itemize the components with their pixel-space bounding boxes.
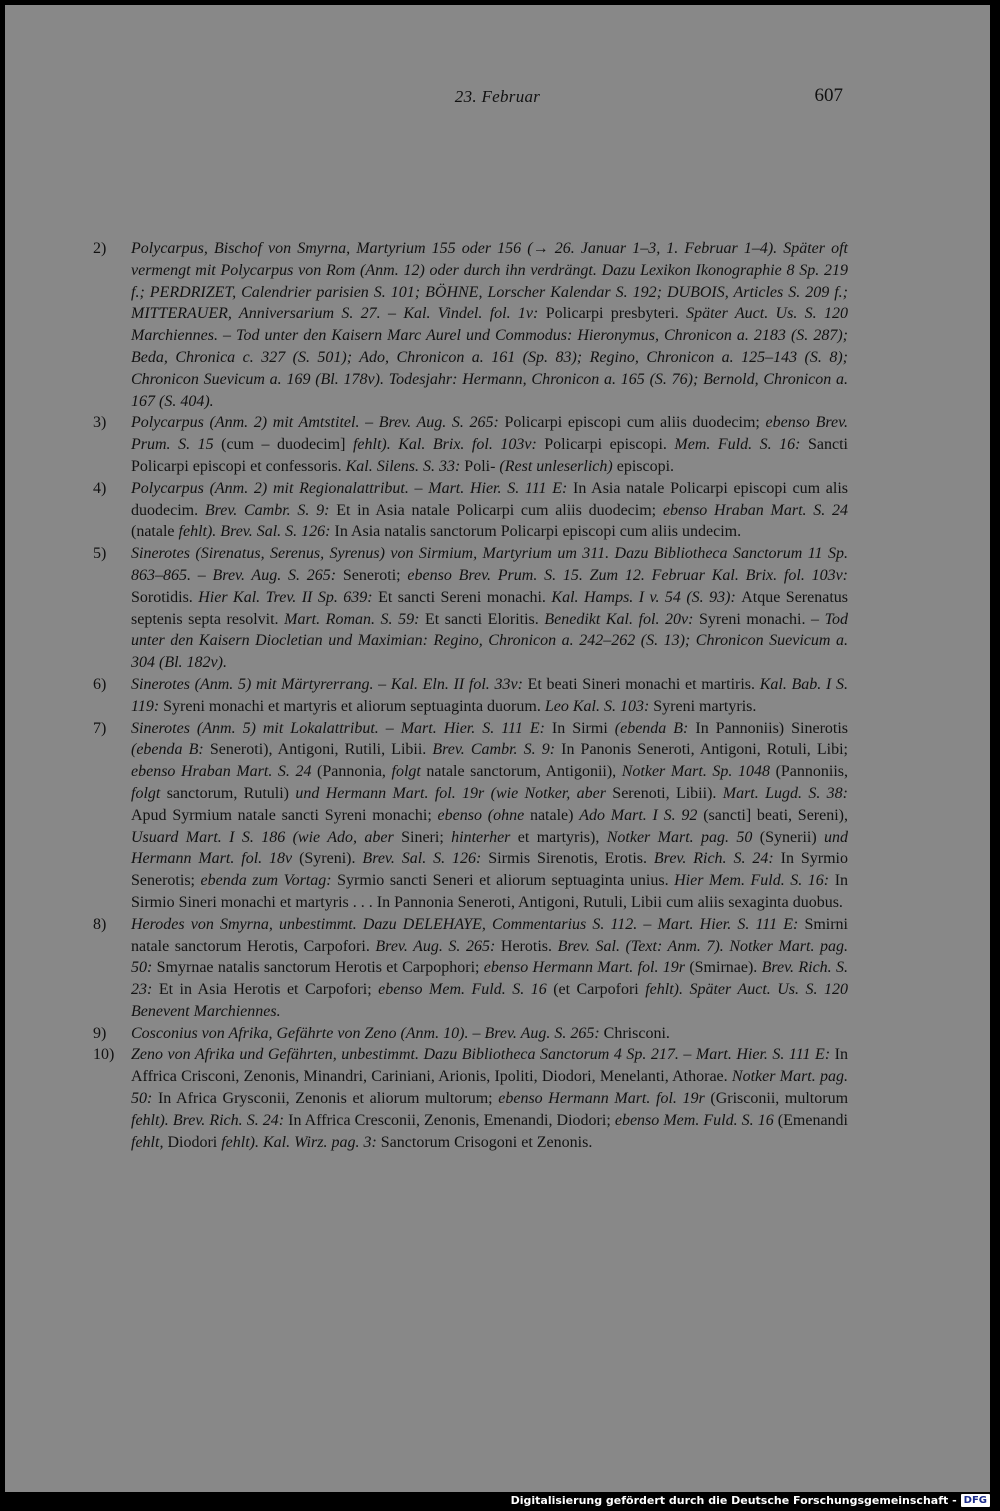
footnote-quote-segment: (et Carpofori [553, 981, 646, 999]
footnote-citation-segment: ebenso Hraban Mart. S. 24 [131, 763, 318, 781]
footnote-citation-segment: Benedikt Kal. fol. 20v: [544, 610, 700, 628]
footnote-citation-segment: fehlt). Kal. Wirz. pag. 3: [221, 1133, 381, 1151]
footnote-quote-segment: Sineri; [401, 828, 452, 846]
footnote-citation-segment: ebenso Hermann Mart. fol. 19r [498, 1090, 711, 1108]
footnote-quote-segment: Atque Serenatus septenis septa resolvit. [131, 588, 849, 628]
footnote-citation-segment: Ado Mart. I S. 92 [579, 806, 704, 824]
footnote-text [131, 412, 848, 477]
footnote-citation-segment: ebenda zum Vortag: [200, 872, 338, 890]
footnote-quote-segment: et martyris), [517, 828, 607, 846]
footnote-citation-segment: (ebenda B: [131, 741, 210, 759]
footnote-quote-segment: (sancti] beati, Sereni), [703, 806, 848, 824]
footnote-number: 10) [93, 1046, 115, 1064]
footnote-quote-segment: Sancti Policarpi episcopi et confessoris. [131, 436, 848, 475]
footnote-citation-segment: Sinerotes (Anm. 5) mit Märtyrerrang. – Kal. Eln. II fol. 33v: [131, 675, 528, 693]
footnote-quote-segment: Policarpi episcopi cum aliis duodecim; [504, 414, 766, 432]
footnote-quote-segment: Syreni monachi et martyris et aliorum septuaginta duorum. [163, 697, 545, 715]
footnote-citation-segment: Polycarpus (Anm. 2) mit Regionalattribut. – Mart. Hier. S. 111 E: [131, 479, 574, 497]
footnote-citation-segment: folgt [131, 784, 167, 802]
footnote [93, 238, 848, 412]
footnote-citation-segment: – Tod unter den Kaisern Diocletian und Maximian: Regino, Chronicon a. 242–262 (S. 13); Chronicon Suevicum a. 304 (Bl. 182v). [131, 610, 849, 672]
footnote-quote-segment: (cum – duodecim] [221, 436, 353, 454]
footnote-text [131, 718, 848, 914]
footnote-citation-segment: Kal. Silens. S. 33: [345, 457, 465, 475]
footnote-citation-segment: Brev. Cambr. S. 9: [432, 741, 562, 759]
footnote-quote-segment: Et in Asia natale Policarpi cum aliis duodecim; [336, 501, 663, 519]
footnote [93, 718, 848, 914]
footnote-citation-segment: Notker Mart. pag. 50: [131, 1068, 848, 1108]
footnote-text [131, 1044, 848, 1153]
footnote [93, 1044, 848, 1153]
footnote-quote-segment: natale) [529, 806, 580, 824]
footnote-quote-segment: episcopi. [616, 457, 675, 475]
footnote-citation-segment: ebenso Hermann Mart. fol. 19r [483, 959, 690, 977]
footnote-quote-segment: Chrisconi. [603, 1024, 670, 1042]
footnote-citation-segment: Mart. Lugd. S. 38: [722, 784, 849, 802]
footnote-quote-segment: Herotis. [500, 937, 558, 955]
footnote-citation-segment: Hier Kal. Trev. II Sp. 639: [198, 588, 379, 606]
footnote-citation-segment: Leo Kal. S. 103: [544, 697, 654, 715]
footnote-citation-segment: und Hermann Mart. fol. 19r (wie Notker, aber [295, 784, 613, 802]
footnote-citation-segment: fehlt). Später Auct. Us. S. 120 Benevent Marchiennes. [131, 981, 849, 1020]
footnote-quote-segment: In Asia natalis sanctorum Policarpi episcopi cum aliis undecim. [334, 523, 742, 541]
footnote-citation-segment: Notker Mart. pag. 50 [606, 828, 760, 846]
footnote-citation-segment: ebenso Brev. Prum. S. 15 [131, 414, 848, 454]
footnote-quote-segment: Syrmio sancti Seneri et aliorum septuaginta unius. [337, 872, 675, 890]
footnote-quote-segment: (Emenandi [777, 1111, 848, 1129]
footnote-quote-segment: Sinerotis [791, 719, 849, 737]
footnote-text [131, 1023, 848, 1045]
footnote [93, 1023, 848, 1045]
footnote-number: 7) [93, 719, 107, 737]
footnote-citation-segment: Brev. Cambr. S. 9: [204, 501, 337, 519]
footnote-quote-segment: Et beati Sineri monachi et martiris. [527, 675, 760, 693]
page-number: 607 [814, 85, 843, 106]
footnote-citation-segment: Sinerotes (Sirenatus, Serenus, Syrenus) von Sirmium, Martyrium um 311. Dazu Bibliotheca Sanctorum 11 Sp. 863–865. – Brev. Aug. S. 265: [131, 545, 848, 584]
footnote-quote-segment: In Panonis Seneroti, Antigoni, Rotuli, Libi; [561, 741, 849, 759]
footnote-quote-segment: Et sancti Eloritis. [425, 610, 545, 628]
footnote-number: 5) [93, 545, 107, 563]
footnote-quote-segment: (Smirnae). [689, 959, 762, 977]
footnote-quote-segment: Apud Syrmium natale sancti Syreni monachi; [131, 806, 438, 824]
footnote-number: 6) [93, 675, 107, 693]
footnote-text [131, 914, 848, 1023]
footnote-quote-segment: In Affrica Crisconi, Zenonis, Minandri, Cariniani, Arionis, Ipoliti, Diodori, Menelanti, Athorae. [131, 1046, 848, 1086]
footnote-text [131, 543, 848, 674]
footnote-citation-segment: ebenso (ohne [437, 806, 530, 824]
footnote-citation-segment: Notker Mart. Sp. 1048 [621, 763, 776, 781]
footnote-citation-segment: ebenso Hraban Mart. S. 24 [662, 501, 848, 519]
footnote-list [93, 238, 848, 1153]
footnote-quote-segment: Et in Asia Herotis et Carpofori; [158, 981, 379, 999]
footnote-citation-segment: fehlt). Kal. Brix. fol. 103v: [352, 436, 545, 454]
footnote-number: 3) [93, 414, 107, 432]
footnote-quote-segment: (Synerii) [759, 828, 825, 846]
footnote-quote-segment: (Pannonia, [317, 763, 392, 781]
footnote-quote-segment: Seneroti), Antigoni, Rutili, Libii. [209, 741, 433, 759]
footnote-citation-segment: (Rest unleserlich) [499, 457, 617, 475]
footnote-quote-segment: (natale [131, 523, 179, 541]
footnote-text [131, 478, 848, 543]
dfg-logo: DFG [961, 1494, 990, 1507]
footnote-citation-segment: Brev. Sal. (Text: Anm. 7). Notker Mart. pag. 50: [131, 937, 849, 977]
footnote-citation-segment: ebenso Mem. Fuld. S. 16 [378, 981, 554, 999]
footnote-citation-segment: Mart. Roman. S. 59: [284, 610, 426, 628]
footnote [93, 914, 848, 1023]
footnote-quote-segment: sanctorum, Rutuli) [166, 784, 296, 802]
footnote-quote-segment: Sorotidis. [131, 588, 199, 606]
footnote-quote-segment: (Pannoniis, [775, 763, 849, 781]
footnote-citation-segment: Kal. Bab. I S. 119: [131, 675, 849, 715]
footnote [93, 412, 848, 477]
footnote-quote-segment: Policarpi presbyteri. [545, 305, 687, 323]
footnote-citation-segment: ebenso Brev. Prum. S. 15. Zum 12. Februar Kal. Brix. fol. 103v: [407, 566, 849, 584]
footnote [93, 478, 848, 543]
footnote-citation-segment: ebenso Mem. Fuld. S. 16 [614, 1111, 778, 1129]
footnote-quote-segment: In Pannoniis) [695, 719, 792, 737]
footnote-citation-segment: hinterher [451, 828, 518, 846]
footnote-citation-segment: Zeno von Afrika und Gefährten, unbestimmt. Dazu Bibliotheca Sanctorum 4 Sp. 217. – Mart. Hier. S. 111 E: [131, 1046, 835, 1064]
footnote-citation-segment: fehlt). Brev. Rich. S. 24: [131, 1111, 289, 1129]
footnote-quote-segment: In Affrica Cresconii, Zenonis, Emenandi, Diodori; [288, 1111, 615, 1129]
footnote-quote-segment: natale sanctorum, Antigonii), [426, 763, 622, 781]
footnote-citation-segment: und Hermann Mart. fol. 18v [131, 828, 849, 868]
footnote-quote-segment: Syreni monachi. [699, 610, 812, 628]
footnote-quote-segment: In Syrmio Senerotis; [131, 850, 848, 890]
footnote-citation-segment: Brev. Aug. S. 265: [375, 937, 501, 955]
footnote-quote-segment: (Syreni). [299, 850, 363, 868]
footnote-quote-segment: In Sirmio Sineri monachi et martyris . . . In Pannonia Seneroti, Antigoni, Rutuli, Libii cum aliis sexaginta duobus. [131, 872, 849, 911]
footnote-citation-segment: Mem. Fuld. S. 16: [674, 436, 808, 454]
footnote-text [131, 238, 848, 412]
footnote-quote-segment: In Asia natale Policarpi episcopi cum alis duodecim. [131, 479, 849, 519]
footnote-quote-segment: Smirni natale sanctorum Herotis, Carpofori. [131, 915, 848, 955]
footnote-quote-segment: Syreni martyris. [653, 697, 757, 715]
footnote-citation-segment: Herodes von Smyrna, unbestimmt. Dazu DELEHAYE, Commentarius S. 112. – Mart. Hier. S. 111 E: [131, 915, 805, 933]
footnote-number: 9) [93, 1024, 107, 1042]
footnote-number: 2) [93, 240, 107, 257]
footnote-citation-segment: Sinerotes (Anm. 5) mit Lokalattribut. – Mart. Hier. S. 111 E: [131, 719, 552, 737]
document-page [5, 5, 990, 1492]
footnote-quote-segment: Sanctorum Crisogoni et Zenonis. [380, 1133, 593, 1151]
footnote-quote-segment: In Africa Grysconii, Zenonis et aliorum multorum; [157, 1090, 499, 1108]
footnote-quote-segment: Policarpi episcopi. [544, 436, 675, 454]
footnote-citation-segment: fehlt). Brev. Sal. S. 126: [178, 523, 335, 541]
footnote-citation-segment: Polycarpus (Anm. 2) mit Amtstitel. – Brev. Aug. S. 265: [131, 414, 505, 432]
funding-credit-text: Digitalisierung gefördert durch die Deutsche Forschungsgemeinschaft - [510, 1494, 957, 1507]
footnote-quote-segment: Diodori [167, 1133, 222, 1151]
footnote-quote-segment: Sirmis Sirenotis, Erotis. [488, 850, 654, 868]
footnote-quote-segment: Seneroti; [342, 566, 408, 584]
footnote-quote-segment: Smyrnae natalis sanctorum Herotis et Carpophori; [156, 959, 484, 977]
footnote-quote-segment: Poli- [464, 457, 500, 475]
footnote-citation-segment: Später Auct. Us. S. 120 Marchiennes. – Tod unter den Kaisern Marc Aurel und Commodus: Hieronymus, Chronicon a. 2183 (S. 287); Beda, Chronica c. 327 (S. 501); Ado, Chronicon a. 161 (Sp. 83); Regino, Chronicon a. 125–143 (S. 8); Chronicon Suevicum a. 169 (Bl. 178v). Todesjahr: Hermann, Chronicon a. 165 (S. 76); Bernold, Chronicon a. 167 (S. 404). [131, 305, 849, 410]
footnote-citation-segment: Polycarpus, Bischof von Smyrna, Martyrium 155 oder 156 (→ 26. Januar 1–3, 1. Februar 1–4). Später oft vermengt mit Polycarpus von Rom (Anm. 12) oder durch ihn verdrängt. Dazu Lexikon Ikonographie 8 Sp. 219 f.; PERDRIZET, Calendrier parisien S. 101; BÖHNE, Lorscher Kalendar S. 192; DUBOIS, Articles S. 209 f.; MITTERAUER, Anniversarium S. 27. – Kal. Vindel. fol. 1v: [131, 240, 848, 323]
footnote [93, 543, 848, 674]
footnote-citation-segment: Kal. Hamps. I v. 54 (S. 93): [551, 588, 742, 606]
footnote-citation-segment: Brev. Rich. S. 24: [653, 850, 781, 868]
footnote-quote-segment: In Sirmi [551, 719, 615, 737]
footnote-citation-segment: Usuard Mart. I S. 186 (wie Ado, aber [131, 828, 402, 846]
footnote-text [131, 674, 848, 718]
footnote-citation-segment: fehlt, [131, 1133, 168, 1151]
footnote-citation-segment: (ebenda B: [614, 719, 696, 737]
footer-credit [511, 1494, 990, 1507]
footnote-number: 4) [93, 479, 107, 497]
footnote-number: 8) [93, 915, 107, 933]
footnote-quote-segment: (Grisconii, multorum [710, 1090, 849, 1108]
footnote-citation-segment: Cosconius von Afrika, Gefährte von Zeno (Anm. 10). – Brev. Aug. S. 265: [131, 1024, 604, 1042]
footnote-citation-segment: Hier Mem. Fuld. S. 16: [674, 872, 835, 890]
footnote-citation-segment: Brev. Rich. S. 23: [131, 959, 848, 999]
footnote-quote-segment: Serenoti, Libii). [612, 784, 723, 802]
footnote-citation-segment: folgt [391, 763, 427, 781]
footnote-citation-segment: Brev. Sal. S. 126: [362, 850, 489, 868]
footnote [93, 674, 848, 718]
running-header-title: 23. Februar [454, 87, 541, 106]
footnote-quote-segment: Et sancti Sereni monachi. [378, 588, 552, 606]
